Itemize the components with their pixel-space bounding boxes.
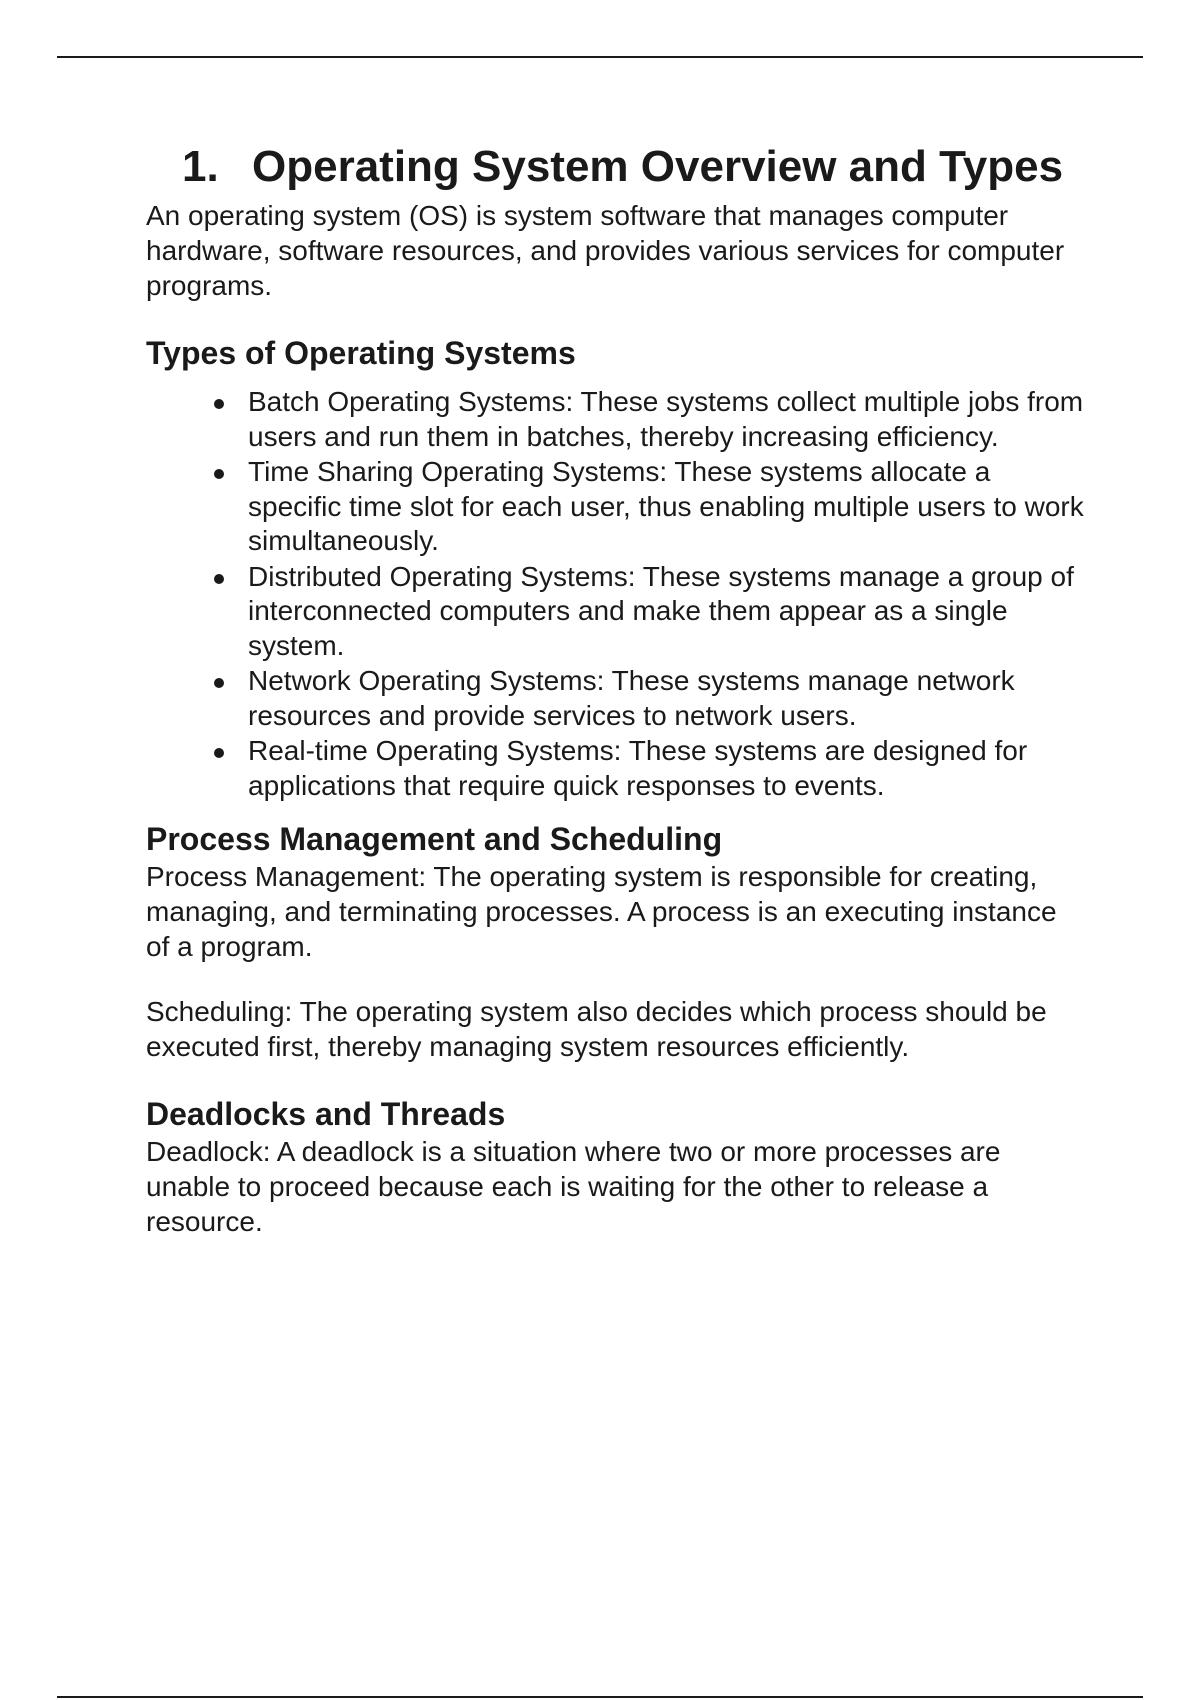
bottom-rule bbox=[57, 1696, 1143, 1698]
types-heading: Types of Operating Systems bbox=[146, 335, 576, 371]
bullet-icon bbox=[214, 574, 224, 584]
deadlocks-heading: Deadlocks and Threads bbox=[146, 1096, 506, 1132]
section-title bbox=[146, 140, 1086, 194]
list-item-text: Time Sharing Operating Systems: These systems allocate a specific time slot for each user, thus enabling multiple users to work simultaneously. bbox=[248, 456, 1084, 556]
list-item bbox=[248, 560, 1086, 664]
deadlock-paragraph: Deadlock: A deadlock is a situation where two or more processes are unable to proceed because each is waiting for the other to release a resource. bbox=[146, 1136, 1001, 1237]
list-item-text: Real-time Operating Systems: These systems are designed for applications that require quick responses to events. bbox=[248, 735, 1028, 801]
bullet-icon bbox=[214, 469, 224, 479]
document-body bbox=[146, 140, 1086, 1239]
bullet-icon bbox=[214, 399, 224, 409]
section-title-text: Operating System Overview and Types bbox=[252, 142, 1064, 191]
list-item-text: Distributed Operating Systems: These systems manage a group of interconnected computers and make them appear as a single system. bbox=[248, 560, 1074, 661]
list-item bbox=[248, 455, 1086, 559]
list-item-text: Batch Operating Systems: These systems collect multiple jobs from users and run them in batches, thereby increasing efficiency. bbox=[248, 386, 1084, 452]
process-heading: Process Management and Scheduling bbox=[146, 821, 723, 857]
os-types-list bbox=[146, 385, 1086, 803]
top-rule bbox=[57, 56, 1143, 58]
intro-paragraph: An operating system (OS) is system software that manages computer hardware, software resources, and provides various services for computer programs. bbox=[146, 200, 1065, 301]
section-number: 1. bbox=[182, 142, 219, 191]
list-item bbox=[248, 385, 1086, 454]
scheduling-paragraph: Scheduling: The operating system also decides which process should be executed first, thereby managing system resources efficiently. bbox=[146, 996, 1047, 1062]
list-item-text: Network Operating Systems: These systems manage network resources and provide services to network users. bbox=[248, 665, 1015, 731]
list-item bbox=[248, 734, 1086, 803]
bullet-icon bbox=[214, 748, 224, 758]
process-management-paragraph: Process Management: The operating system is responsible for creating, managing, and terminating processes. A process is an executing instance of a program. bbox=[146, 861, 1057, 962]
bullet-icon bbox=[214, 678, 224, 688]
list-item bbox=[248, 664, 1086, 733]
